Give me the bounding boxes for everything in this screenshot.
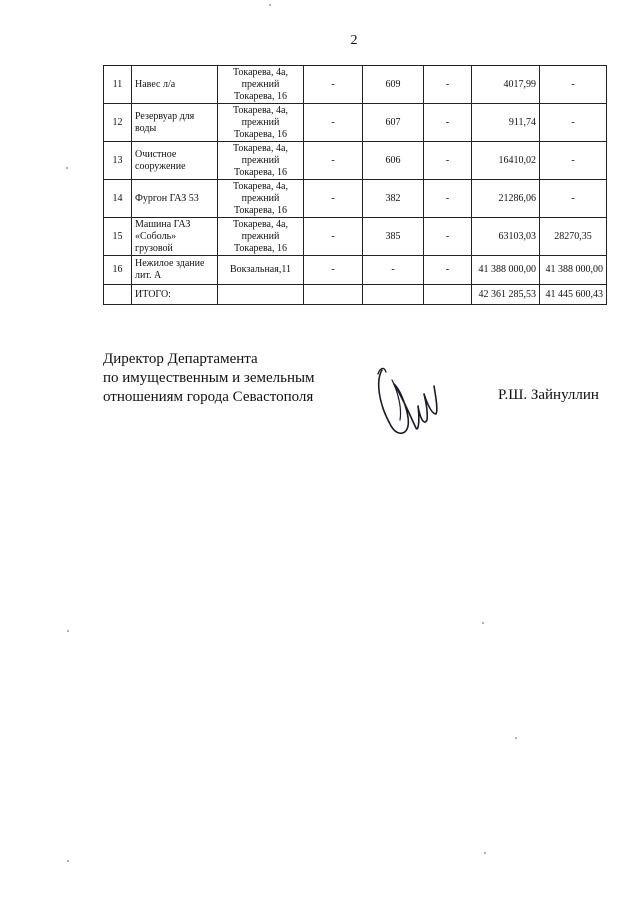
address-line: Токарева, 4а, — [233, 104, 288, 116]
row-number: 16 — [104, 256, 132, 285]
asset-address — [218, 256, 304, 285]
address-line: Токарева, 16 — [234, 128, 287, 140]
assets-table — [103, 65, 607, 305]
address-line: Токарева, 4а, — [233, 66, 288, 78]
cell-a: - — [304, 142, 363, 180]
cell-e: 41 388 000,00 — [540, 256, 607, 285]
cell-e: - — [540, 142, 607, 180]
cell-a: - — [304, 256, 363, 285]
scan-speck — [482, 622, 484, 624]
scan-speck — [66, 167, 68, 169]
cell-b: 382 — [363, 180, 424, 218]
cell-d: 63103,03 — [472, 218, 540, 256]
table-row — [104, 256, 607, 285]
asset-address — [218, 180, 304, 218]
cell-b: 606 — [363, 142, 424, 180]
cell-c: - — [424, 142, 472, 180]
cell-e: - — [540, 180, 607, 218]
address-line: прежний — [241, 230, 280, 242]
cell-b: 385 — [363, 218, 424, 256]
asset-address — [218, 66, 304, 104]
total-label: ИТОГО: — [132, 285, 218, 305]
cell-d: 4017,99 — [472, 66, 540, 104]
table-body — [104, 66, 607, 305]
total-empty-cell — [304, 285, 363, 305]
scan-speck — [484, 852, 486, 854]
table-row — [104, 66, 607, 104]
cell-b: 609 — [363, 66, 424, 104]
table-row — [104, 142, 607, 180]
address-line: прежний — [241, 154, 280, 166]
cell-e: - — [540, 66, 607, 104]
row-number: 13 — [104, 142, 132, 180]
address-line: Токарева, 4а, — [233, 142, 288, 154]
total-empty-cell — [104, 285, 132, 305]
total-empty-cell — [218, 285, 304, 305]
cell-c: - — [424, 66, 472, 104]
table-row — [104, 218, 607, 256]
signer-name: Р.Ш. Зайнуллин — [498, 387, 599, 403]
cell-a: - — [304, 180, 363, 218]
address-line: Токарева, 16 — [234, 204, 287, 216]
asset-name: Резервуар для воды — [132, 104, 218, 142]
cell-a: - — [304, 66, 363, 104]
asset-name: Нежилое здание лит. А — [132, 256, 218, 285]
asset-address — [218, 218, 304, 256]
total-cell-e: 41 445 600,43 — [540, 285, 607, 305]
row-number: 12 — [104, 104, 132, 142]
page-number: 2 — [350, 33, 358, 48]
asset-name: Фургон ГАЗ 53 — [132, 180, 218, 218]
cell-d: 16410,02 — [472, 142, 540, 180]
scan-speck — [67, 630, 69, 632]
scan-speck — [269, 4, 271, 6]
asset-name: Машина ГАЗ «Соболь» грузовой — [132, 218, 218, 256]
cell-a: - — [304, 218, 363, 256]
cell-d: 911,74 — [472, 104, 540, 142]
total-empty-cell — [363, 285, 424, 305]
scan-speck — [67, 860, 69, 862]
asset-name: Очистное сооружение — [132, 142, 218, 180]
cell-d: 41 388 000,00 — [472, 256, 540, 285]
address-line: Токарева, 4а, — [233, 180, 288, 192]
row-number: 11 — [104, 66, 132, 104]
cell-e: 28270,35 — [540, 218, 607, 256]
address-line: прежний — [241, 78, 280, 90]
total-empty-cell — [424, 285, 472, 305]
cell-a: - — [304, 104, 363, 142]
row-number: 14 — [104, 180, 132, 218]
cell-d: 21286,06 — [472, 180, 540, 218]
position-line-1: Директор Департамента — [103, 351, 258, 367]
row-number: 15 — [104, 218, 132, 256]
cell-b: 607 — [363, 104, 424, 142]
address-line: Вокзальная,11 — [230, 264, 291, 275]
cell-c: - — [424, 180, 472, 218]
handwritten-signature — [372, 362, 447, 440]
address-line: прежний — [241, 116, 280, 128]
address-line: Токарева, 16 — [234, 166, 287, 178]
table-row — [104, 104, 607, 142]
cell-c: - — [424, 104, 472, 142]
cell-c: - — [424, 256, 472, 285]
position-line-3: отношениям города Севастополя — [103, 389, 314, 405]
cell-b: - — [363, 256, 424, 285]
scan-speck — [515, 737, 517, 739]
signature-position-block — [103, 350, 315, 407]
total-row — [104, 285, 607, 305]
address-line: Токарева, 4а, — [233, 218, 288, 230]
asset-address — [218, 142, 304, 180]
table-row — [104, 180, 607, 218]
cell-c: - — [424, 218, 472, 256]
address-line: Токарева, 16 — [234, 90, 287, 102]
asset-address — [218, 104, 304, 142]
total-cell-d: 42 361 285,53 — [472, 285, 540, 305]
cell-e: - — [540, 104, 607, 142]
asset-name: Навес л/а — [132, 66, 218, 104]
address-line: прежний — [241, 192, 280, 204]
position-line-2: по имущественным и земельным — [103, 370, 315, 386]
address-line: Токарева, 16 — [234, 242, 287, 254]
